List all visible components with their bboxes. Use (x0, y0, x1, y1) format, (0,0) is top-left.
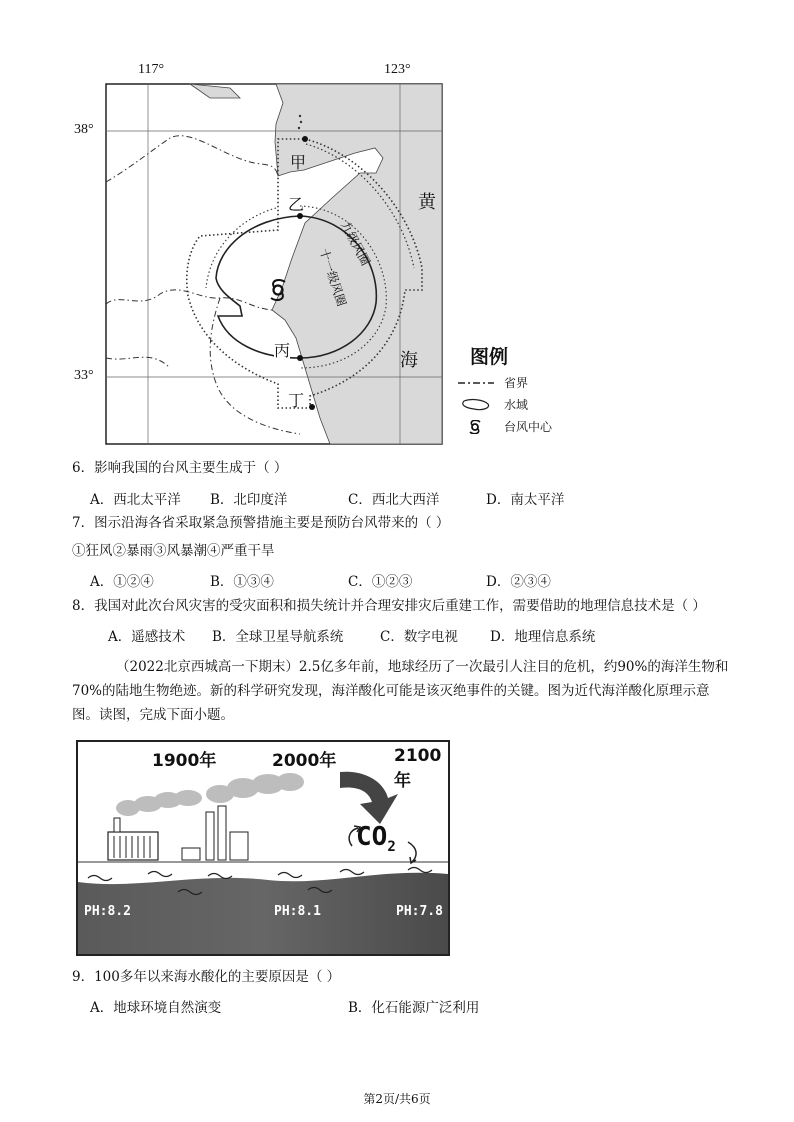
year-2000: 2000年 (272, 751, 337, 771)
lon-123-label: 123° (384, 62, 411, 77)
place-jia: 甲 (290, 153, 307, 172)
question-9-option-a: A．地球环境自然演变 (90, 1000, 222, 1016)
question-7-stem: 7．图示沿海各省采取紧急预警措施主要是预防台风带来的（ ） (72, 515, 450, 531)
question-9-option-b: B．化石能源广泛利用 (348, 1000, 480, 1016)
ph-2000: PH:8.1 (274, 904, 321, 919)
typhoon-map (74, 58, 450, 450)
ph-1900: PH:8.2 (84, 904, 131, 919)
water-body-icon (458, 398, 494, 412)
nine-level-circle-label: 九级风圈 (337, 218, 373, 268)
question-6-option-d: D．南太平洋 (486, 492, 565, 508)
question-7-option-a: A．①②④ (90, 574, 154, 590)
passage-intro: （2022北京西城高一下期末）2.5亿多年前，地球经历了一次最引人注目的危机，约90%的海洋生物和70%的陆地生物绝迹。新的科学研究发现，海洋酸化可能是该灭绝事件的关键。图为近代海洋酸化原理示意图。读图，完成下面小题。 (72, 659, 729, 723)
eleven-level-circle-label: 十一级风圈 (316, 246, 349, 309)
place-ding: 丁 (288, 391, 305, 410)
question-7-option-b: B．①③④ (210, 574, 274, 590)
question-8-stem: 8．我国对此次台风灾害的受灾面积和损失统计并合理安排灾后重建工作，需要借助的地理信息技术是（ ） (72, 598, 706, 614)
sea-label-hai: 海 (400, 350, 418, 371)
map-legend (458, 340, 608, 440)
legend-typhoon-label: 台风中心 (504, 420, 553, 434)
lat-38-label: 38° (74, 122, 94, 137)
question-8-option-d: D．地理信息系统 (490, 629, 596, 645)
ph-2100: PH:7.8 (396, 904, 443, 919)
question-6-stem: 6．影响我国的台风主要生成于（ ） (72, 460, 288, 476)
lon-117-label: 117° (138, 62, 165, 77)
year-1900: 1900年 (152, 751, 217, 771)
question-9-stem: 9．100多年以来海水酸化的主要原因是（ ） (72, 969, 341, 985)
ocean-acidification-figure (76, 740, 450, 956)
question-7-option-d: D．②③④ (486, 574, 551, 590)
question-6-option-c: C．西北大西洋 (348, 492, 440, 508)
down-arrow-icon (340, 772, 398, 824)
co2-text: CO (356, 822, 388, 852)
lat-33-label: 33° (74, 368, 94, 383)
sea-label-huang: 黄 (418, 192, 436, 213)
legend-water-label: 水域 (504, 398, 529, 412)
question-6-option-a: A．西北太平洋 (90, 492, 181, 508)
place-yi: 乙 (288, 195, 305, 214)
co2-subscript: 2 (387, 839, 396, 856)
question-6-option-b: B．北印度洋 (210, 492, 288, 508)
question-8-option-b: B．全球卫星导航系统 (212, 629, 344, 645)
year-2100: 2100年 (394, 746, 442, 791)
legend-boundary-label: 省界 (504, 376, 529, 390)
co2-label (356, 822, 396, 855)
question-8-option-a: A．遥感技术 (108, 629, 186, 645)
typhoon-icon (458, 420, 494, 434)
legend-title: 图例 (470, 346, 509, 368)
page-footer: 第2页/共6页 (363, 1092, 431, 1106)
question-7-choices: ①狂风②暴雨③风暴潮④严重干旱 (72, 543, 275, 559)
place-bing: 丙 (274, 338, 290, 361)
typhoon-map-graphic (100, 58, 450, 450)
question-8-option-c: C．数字电视 (380, 629, 458, 645)
question-7-option-c: C．①②③ (348, 574, 413, 590)
boundary-line-icon (458, 376, 494, 390)
